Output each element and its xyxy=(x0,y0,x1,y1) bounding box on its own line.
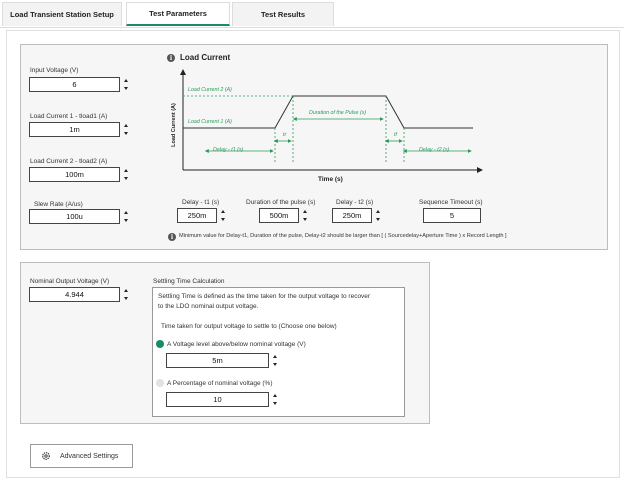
tf-annotation: tf xyxy=(394,132,397,138)
input-voltage-spinner[interactable] xyxy=(123,77,130,92)
slew-rate-spinner[interactable] xyxy=(123,209,130,224)
choose-instruction: Time taken for output voltage to settle to (Choose one below) xyxy=(161,323,337,330)
input-voltage-field[interactable]: 6 xyxy=(29,77,120,92)
load-current-2-spinner[interactable] xyxy=(123,167,130,182)
slew-rate-label: Slew Rate (A/us) xyxy=(34,201,83,208)
settling-description-line1: Settling Time is defined as the time taken for the output voltage to recover xyxy=(158,293,371,300)
duration-field[interactable]: 500m xyxy=(259,208,299,223)
tab-test-results[interactable] xyxy=(232,2,334,26)
load-current-1-annotation: Load Current 1 (A) xyxy=(188,119,232,125)
slew-rate-field[interactable]: 100u xyxy=(29,209,120,224)
percentage-spinner[interactable] xyxy=(272,392,279,407)
delay-t1-field[interactable]: 250m xyxy=(177,208,217,223)
voltage-level-spinner[interactable] xyxy=(272,353,279,368)
nominal-voltage-spinner[interactable] xyxy=(123,287,130,302)
load-current-1-label: Load Current 1 - tload1 (A) xyxy=(30,113,108,120)
y-axis-label-wrap xyxy=(170,96,178,156)
percentage-label: A Percentage of nominal voltage (%) xyxy=(167,380,273,387)
diagram-title: Load Current xyxy=(180,53,231,62)
load-current-1-spinner[interactable] xyxy=(123,122,130,137)
nominal-voltage-field[interactable]: 4.944 xyxy=(29,287,120,302)
settling-title: Settling Time Calculation xyxy=(153,278,225,285)
delay-t1-spinner[interactable] xyxy=(220,208,227,223)
sequence-timeout-field[interactable]: 5 xyxy=(423,208,481,223)
advanced-settings-button[interactable] xyxy=(30,444,133,468)
delay-t1-annotation: Delay - t1 (s) xyxy=(213,147,244,153)
delay-t1-label: Delay - t1 (s) xyxy=(182,199,220,206)
delay-t2-label: Delay - t2 (s) xyxy=(336,199,374,206)
load-current-2-annotation: Load Current 2 (A) xyxy=(188,87,232,93)
tab-label: Test Parameters xyxy=(149,9,207,18)
tab-label: Test Results xyxy=(260,10,306,19)
gear-icon xyxy=(41,451,51,461)
advanced-settings-label: Advanced Settings xyxy=(60,452,119,460)
sequence-timeout-label: Sequence Timeout (s) xyxy=(419,199,483,206)
duration-spinner[interactable] xyxy=(302,208,309,223)
duration-label: Duration of the pulse (s) xyxy=(246,199,316,206)
y-axis-label: Load Current (A) xyxy=(171,103,177,147)
input-voltage-label: Input Voltage (V) xyxy=(30,67,79,74)
settling-description-line2: to the LDO nominal output voltage. xyxy=(158,303,259,310)
x-axis-label: Time (s) xyxy=(318,176,343,183)
delay-t2-field[interactable]: 250m xyxy=(332,208,372,223)
delay-t2-annotation: Delay - t2 (s) xyxy=(419,147,450,153)
tab-label: Load Transient Station Setup xyxy=(10,10,114,19)
info-icon: i xyxy=(168,233,176,241)
voltage-level-radio[interactable] xyxy=(156,340,164,348)
tab-divider xyxy=(0,27,624,28)
load-current-1-field[interactable]: 1m xyxy=(29,122,120,137)
tab-test-parameters[interactable] xyxy=(126,2,230,26)
delay-t2-spinner[interactable] xyxy=(375,208,382,223)
load-current-diagram xyxy=(168,64,508,188)
voltage-level-field[interactable]: 5m xyxy=(166,353,269,368)
tab-load-transient-station-setup[interactable] xyxy=(2,2,122,26)
load-current-2-field[interactable]: 100m xyxy=(29,167,120,182)
tr-annotation: tr xyxy=(283,132,287,138)
voltage-level-label: A Voltage level above/below nominal voltage (V) xyxy=(167,341,306,348)
minimum-value-note: Minimum value for Delay-t1, Duration of the pulse, Delay-t2 should be larger than [ ( Sourcedelay+Aperture Time ) x Record Length ] xyxy=(179,233,507,239)
percentage-radio[interactable] xyxy=(156,379,164,387)
load-current-2-label: Load Current 2 - tload2 (A) xyxy=(30,158,108,165)
percentage-field[interactable]: 10 xyxy=(166,392,269,407)
duration-annotation: Duration of the Pulse (s) xyxy=(309,110,367,116)
nominal-voltage-label: Nominal Output Voltage (V) xyxy=(30,278,110,285)
info-icon: i xyxy=(167,54,175,62)
